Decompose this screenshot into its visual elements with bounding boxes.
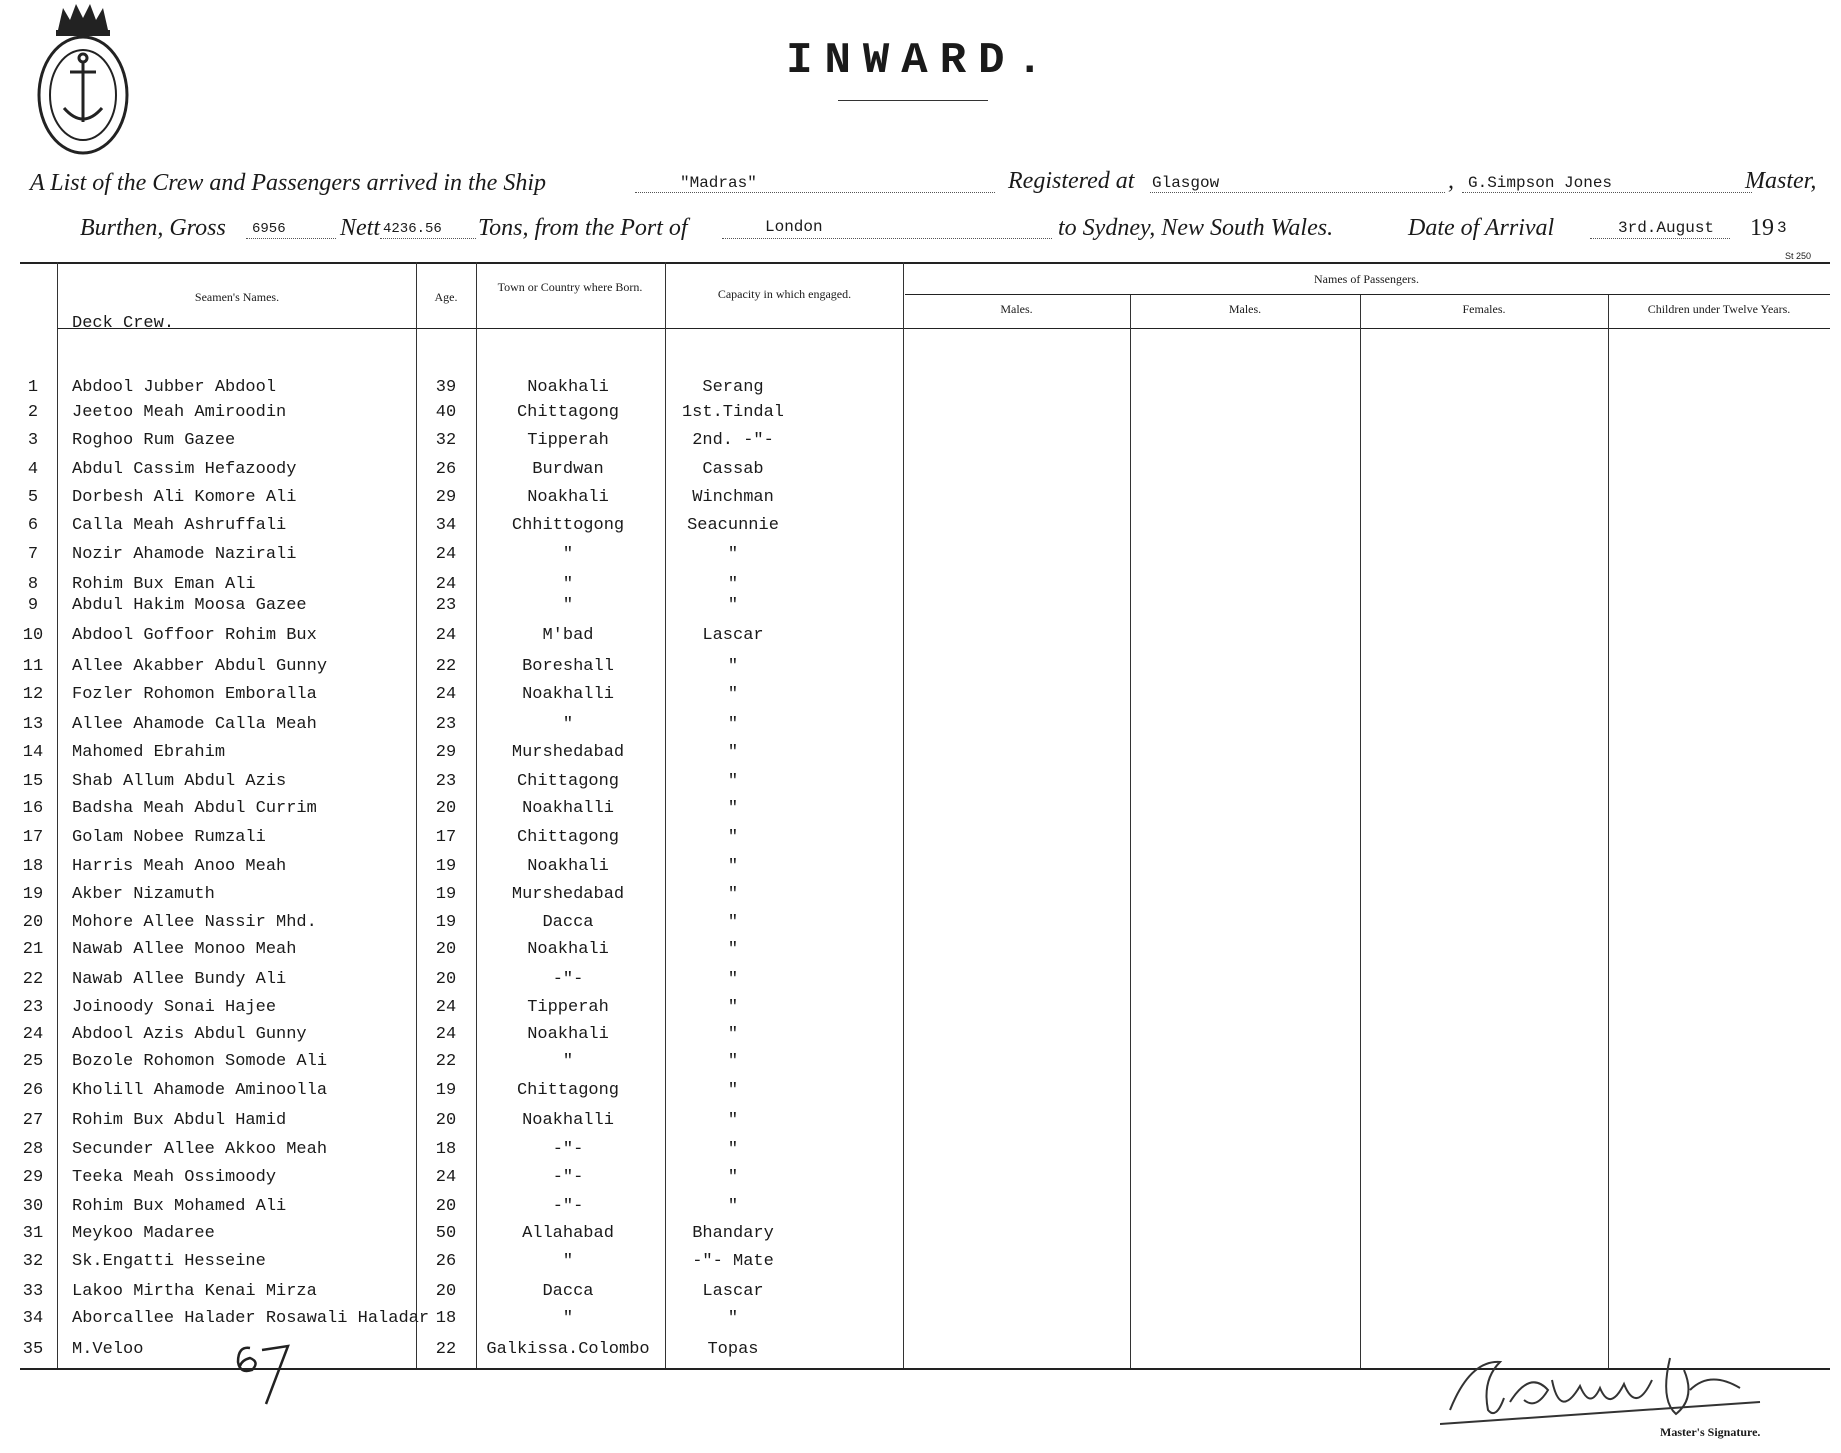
crew-town-cell: Chittagong: [516, 1081, 620, 1100]
crew-age-cell: 20: [435, 970, 457, 989]
registered-port: Glasgow: [1152, 174, 1220, 192]
crew-age-cell: 26: [435, 460, 457, 479]
arrival-field-line: [1590, 238, 1730, 239]
crew-age-cell: 19: [435, 857, 457, 876]
crew-age-cell: 26: [435, 1252, 457, 1271]
crew-age-cell: 20: [435, 1111, 457, 1130]
crew-age-cell: 22: [435, 1340, 457, 1359]
registered-field-line: [1150, 192, 1445, 193]
crew-name-cell: Nawab Allee Bundy Ali: [72, 970, 287, 989]
crew-name-cell: M.Veloo: [72, 1340, 144, 1359]
crew-age-cell: 29: [435, 488, 457, 507]
crew-age-cell: 24: [435, 998, 457, 1017]
crew-name-cell: Allee Akabber Abdul Gunny: [72, 657, 328, 676]
section-label: Deck Crew.: [72, 314, 175, 333]
crew-town-cell: Chittagong: [516, 403, 620, 422]
crew-town-cell: Noakhali: [527, 488, 609, 507]
crew-name-cell: Abdul Hakim Moosa Gazee: [72, 596, 307, 615]
crew-capacity-cell: 2nd. -"-: [692, 431, 774, 450]
crew-no-cell: 28: [22, 1140, 44, 1159]
crew-town-cell: Chittagong: [516, 828, 620, 847]
crew-name-cell: Shab Allum Abdul Azis: [72, 772, 287, 791]
crew-name-cell: Sk.Engatti Hesseine: [72, 1252, 266, 1271]
col-divider-names: [57, 262, 58, 1368]
master-label: Master,: [1745, 168, 1817, 194]
crew-age-cell: 20: [435, 799, 457, 818]
col-divider-females: [1360, 295, 1361, 1368]
crew-age-cell: 19: [435, 1081, 457, 1100]
crew-name-cell: Fozler Rohomon Emboralla: [72, 685, 317, 704]
crew-town-cell: Noakhali: [527, 857, 609, 876]
year-suffix: 3: [1777, 219, 1787, 237]
crew-age-cell: 23: [435, 715, 457, 734]
crew-town-cell: Galkissa.Colombo: [486, 1340, 650, 1359]
crew-no-cell: 13: [22, 715, 44, 734]
crew-name-cell: Lakoo Mirtha Kenai Mirza: [72, 1282, 317, 1301]
col-header-children: Children under Twelve Years.: [1647, 302, 1791, 316]
crew-town-cell: -"-: [552, 970, 584, 989]
crew-name-cell: Abdool Azis Abdul Gunny: [72, 1025, 307, 1044]
comma-separator: ,: [1448, 168, 1454, 194]
crew-capacity-cell: ": [727, 715, 739, 734]
crew-age-cell: 23: [435, 596, 457, 615]
master-signature: [1440, 1340, 1770, 1435]
crew-no-cell: 7: [27, 545, 39, 564]
crew-name-cell: Secunder Allee Akkoo Meah: [72, 1140, 328, 1159]
master-name: G.Simpson Jones: [1468, 174, 1613, 192]
crew-no-cell: 11: [22, 657, 44, 676]
crew-no-cell: 10: [22, 626, 44, 645]
crew-name-cell: Roghoo Rum Gazee: [72, 431, 236, 450]
crew-no-cell: 20: [22, 913, 44, 932]
crew-name-cell: Nawab Allee Monoo Meah: [72, 940, 297, 959]
crew-age-cell: 20: [435, 1282, 457, 1301]
crew-capacity-cell: ": [727, 575, 739, 594]
col-header-age: Age.: [434, 290, 458, 304]
page-title: INWARD.: [786, 36, 1055, 86]
crew-town-cell: Chittagong: [516, 772, 620, 791]
crew-capacity-cell: ": [727, 799, 739, 818]
crew-name-cell: Harris Meah Anoo Meah: [72, 857, 287, 876]
crew-age-cell: 18: [435, 1309, 457, 1328]
crew-name-cell: Abdool Goffoor Rohim Bux: [72, 626, 317, 645]
form-number: St 250: [1784, 251, 1811, 261]
crew-name-cell: Teeka Meah Ossimoody: [72, 1168, 277, 1187]
crew-name-cell: Jeetoo Meah Amiroodin: [72, 403, 287, 422]
crew-no-cell: 35: [22, 1340, 44, 1359]
crew-town-cell: Allahabad: [522, 1224, 614, 1243]
crew-name-cell: Badsha Meah Abdul Currim: [72, 799, 317, 818]
crew-name-cell: Kholill Ahamode Aminoolla: [72, 1081, 328, 1100]
crew-no-cell: 32: [22, 1252, 44, 1271]
crew-name-cell: Abdool Jubber Abdool: [72, 378, 277, 397]
crew-capacity-cell: ": [727, 828, 739, 847]
crew-age-cell: 19: [435, 885, 457, 904]
gross-tonnage: 6956: [252, 221, 286, 237]
crew-capacity-cell: ": [727, 545, 739, 564]
crew-capacity-cell: ": [727, 1052, 739, 1071]
crew-town-cell: ": [562, 575, 574, 594]
crew-capacity-cell: ": [727, 998, 739, 1017]
crew-no-cell: 17: [22, 828, 44, 847]
crew-name-cell: Meykoo Madaree: [72, 1224, 215, 1243]
crew-no-cell: 15: [22, 772, 44, 791]
crew-no-cell: 4: [27, 460, 39, 479]
crew-age-cell: 24: [435, 1025, 457, 1044]
burthen-label: Burthen, Gross: [80, 215, 226, 241]
crew-town-cell: ": [562, 1052, 574, 1071]
signature-label: Master's Signature.: [1660, 1425, 1761, 1439]
header-line1-prefix: A List of the Crew and Passengers arrived in the Ship: [30, 170, 546, 196]
crew-age-cell: 39: [435, 378, 457, 397]
crew-age-cell: 19: [435, 913, 457, 932]
crew-capacity-cell: ": [727, 685, 739, 704]
crew-capacity-cell: 1st.Tindal: [681, 403, 785, 422]
crew-town-cell: Dacca: [542, 1282, 594, 1301]
crew-name-cell: Allee Ahamode Calla Meah: [72, 715, 317, 734]
crew-name-cell: Rohim Bux Abdul Hamid: [72, 1111, 287, 1130]
col-header-females: Females.: [1462, 302, 1506, 316]
crew-no-cell: 27: [22, 1111, 44, 1130]
crew-name-cell: Rohim Bux Mohamed Ali: [72, 1197, 287, 1216]
crew-capacity-cell: ": [727, 657, 739, 676]
crew-age-cell: 50: [435, 1224, 457, 1243]
crew-town-cell: Murshedabad: [511, 743, 625, 762]
crew-no-cell: 3: [27, 431, 39, 450]
crew-town-cell: ": [562, 545, 574, 564]
crew-capacity-cell: Winchman: [692, 488, 774, 507]
crew-capacity-cell: ": [727, 857, 739, 876]
crew-capacity-cell: Bhandary: [692, 1224, 774, 1243]
table-top-border: [20, 262, 1830, 264]
crew-no-cell: 19: [22, 885, 44, 904]
col-divider-males2: [1130, 295, 1131, 1368]
crew-name-cell: Abdul Cassim Hefazoody: [72, 460, 297, 479]
gross-field-line: [246, 238, 336, 239]
crew-no-cell: 22: [22, 970, 44, 989]
crew-age-cell: 40: [435, 403, 457, 422]
crew-age-cell: 22: [435, 657, 457, 676]
crew-capacity-cell: ": [727, 1140, 739, 1159]
crew-town-cell: ": [562, 1309, 574, 1328]
crew-no-cell: 16: [22, 799, 44, 818]
crew-capacity-cell: ": [727, 596, 739, 615]
crew-age-cell: 17: [435, 828, 457, 847]
crew-capacity-cell: Serang: [702, 378, 764, 397]
crew-capacity-cell: ": [727, 772, 739, 791]
col-divider-passengers: [903, 262, 904, 1368]
crew-age-cell: 24: [435, 685, 457, 704]
crew-town-cell: Noakhali: [527, 1025, 609, 1044]
ship-name: "Madras": [680, 174, 757, 192]
handwritten-annotation: [232, 1340, 292, 1415]
crew-capacity-cell: ": [727, 885, 739, 904]
crew-town-cell: Noakhali: [527, 940, 609, 959]
crew-name-cell: Mahomed Ebrahim: [72, 743, 226, 762]
crew-no-cell: 12: [22, 685, 44, 704]
nett-tonnage: 4236.56: [383, 221, 442, 237]
col-header-males-2: Males.: [1228, 302, 1262, 316]
port-field-line: [722, 238, 1052, 239]
crew-no-cell: 8: [27, 575, 39, 594]
crew-age-cell: 20: [435, 940, 457, 959]
crew-capacity-cell: ": [727, 940, 739, 959]
crew-no-cell: 1: [27, 378, 39, 397]
crew-capacity-cell: Lascar: [702, 1282, 764, 1301]
crew-capacity-cell: ": [727, 1111, 739, 1130]
crew-town-cell: Tipperah: [527, 998, 609, 1017]
crew-no-cell: 14: [22, 743, 44, 762]
crew-town-cell: Tipperah: [527, 431, 609, 450]
crew-town-cell: Noakhalli: [522, 1111, 614, 1130]
crew-capacity-cell: ": [727, 970, 739, 989]
crew-capacity-cell: Lascar: [702, 626, 764, 645]
crew-name-cell: Nozir Ahamode Nazirali: [72, 545, 297, 564]
crew-name-cell: Aborcallee Halader Rosawali Haladar: [72, 1309, 430, 1328]
crew-town-cell: Boreshall: [522, 657, 614, 676]
crew-age-cell: 29: [435, 743, 457, 762]
crew-capacity-cell: Topas: [707, 1340, 759, 1359]
crew-town-cell: Noakhalli: [522, 799, 614, 818]
crew-no-cell: 18: [22, 857, 44, 876]
crew-no-cell: 6: [27, 516, 39, 535]
crew-no-cell: 21: [22, 940, 44, 959]
crew-town-cell: Noakhalli: [522, 685, 614, 704]
crew-no-cell: 9: [27, 596, 39, 615]
crew-no-cell: 31: [22, 1224, 44, 1243]
crew-town-cell: Chhittogong: [511, 516, 625, 535]
crew-age-cell: 24: [435, 1168, 457, 1187]
crew-town-cell: M'bad: [542, 626, 594, 645]
arrival-label: Date of Arrival: [1408, 215, 1555, 241]
crew-age-cell: 24: [435, 626, 457, 645]
crew-capacity-cell: ": [727, 1168, 739, 1187]
arrival-date: 3rd.August: [1618, 219, 1715, 237]
crew-name-cell: Mohore Allee Nassir Mhd.: [72, 913, 317, 932]
crew-age-cell: 32: [435, 431, 457, 450]
crew-age-cell: 34: [435, 516, 457, 535]
crew-no-cell: 24: [22, 1025, 44, 1044]
crew-town-cell: Dacca: [542, 913, 594, 932]
crew-town-cell: -"-: [552, 1168, 584, 1187]
crew-capacity-cell: ": [727, 1081, 739, 1100]
crew-no-cell: 23: [22, 998, 44, 1017]
col-header-passengers: Names of Passengers.: [1314, 272, 1419, 286]
crew-name-cell: Joinoody Sonai Hajee: [72, 998, 277, 1017]
crew-capacity-cell: Cassab: [702, 460, 764, 479]
crew-name-cell: Bozole Rohomon Somode Ali: [72, 1052, 328, 1071]
crew-no-cell: 2: [27, 403, 39, 422]
crew-name-cell: Golam Nobee Rumzali: [72, 828, 266, 847]
tons-label: Tons, from the Port of: [478, 215, 688, 241]
col-divider-children: [1608, 295, 1609, 1368]
nett-label: Nett: [340, 215, 380, 241]
col-divider-capacity: [665, 262, 666, 1368]
col-header-capacity: Capacity in which engaged.: [717, 287, 852, 301]
crew-town-cell: ": [562, 596, 574, 615]
crew-capacity-cell: -"- Mate: [692, 1252, 774, 1271]
destination-label: to Sydney, New South Wales.: [1058, 215, 1334, 241]
crew-capacity-cell: ": [727, 913, 739, 932]
crew-capacity-cell: Seacunnie: [687, 516, 779, 535]
crew-capacity-cell: ": [727, 1025, 739, 1044]
crew-town-cell: Noakhali: [527, 378, 609, 397]
crew-name-cell: Akber Nizamuth: [72, 885, 215, 904]
crew-name-cell: Dorbesh Ali Komore Ali: [72, 488, 297, 507]
crew-town-cell: -"-: [552, 1140, 584, 1159]
crew-town-cell: ": [562, 715, 574, 734]
crew-no-cell: 29: [22, 1168, 44, 1187]
crew-capacity-cell: ": [727, 743, 739, 762]
crew-age-cell: 24: [435, 575, 457, 594]
registered-label: Registered at: [1008, 168, 1135, 194]
crew-no-cell: 5: [27, 488, 39, 507]
crew-age-cell: 23: [435, 772, 457, 791]
crew-age-cell: 18: [435, 1140, 457, 1159]
crew-age-cell: 20: [435, 1197, 457, 1216]
crew-town-cell: Murshedabad: [511, 885, 625, 904]
crew-town-cell: Burdwan: [532, 460, 604, 479]
crew-capacity-cell: ": [727, 1309, 739, 1328]
crew-age-cell: 24: [435, 545, 457, 564]
crew-no-cell: 30: [22, 1197, 44, 1216]
col-header-town: Town or Country where Born.: [497, 280, 643, 294]
col-header-males-1: Males.: [1000, 302, 1033, 316]
passenger-subheader-rule: [905, 294, 1830, 295]
master-field-line: [1462, 192, 1752, 193]
crew-name-cell: Calla Meah Ashruffali: [72, 516, 287, 535]
crew-age-cell: 22: [435, 1052, 457, 1071]
crew-no-cell: 26: [22, 1081, 44, 1100]
title-rule: [838, 100, 988, 101]
crew-name-cell: Rohim Bux Eman Ali: [72, 575, 256, 594]
header-bottom-rule: [58, 328, 1830, 329]
crew-no-cell: 33: [22, 1282, 44, 1301]
year-prefix: 19: [1750, 215, 1774, 241]
port-of-origin: London: [765, 218, 823, 236]
crew-town-cell: -"-: [552, 1197, 584, 1216]
col-header-names: Seamen's Names.: [194, 290, 280, 304]
crew-no-cell: 34: [22, 1309, 44, 1328]
crew-no-cell: 25: [22, 1052, 44, 1071]
ship-field-line: [635, 192, 995, 193]
nett-field-line: [380, 238, 476, 239]
crew-capacity-cell: ": [727, 1197, 739, 1216]
crew-town-cell: ": [562, 1252, 574, 1271]
